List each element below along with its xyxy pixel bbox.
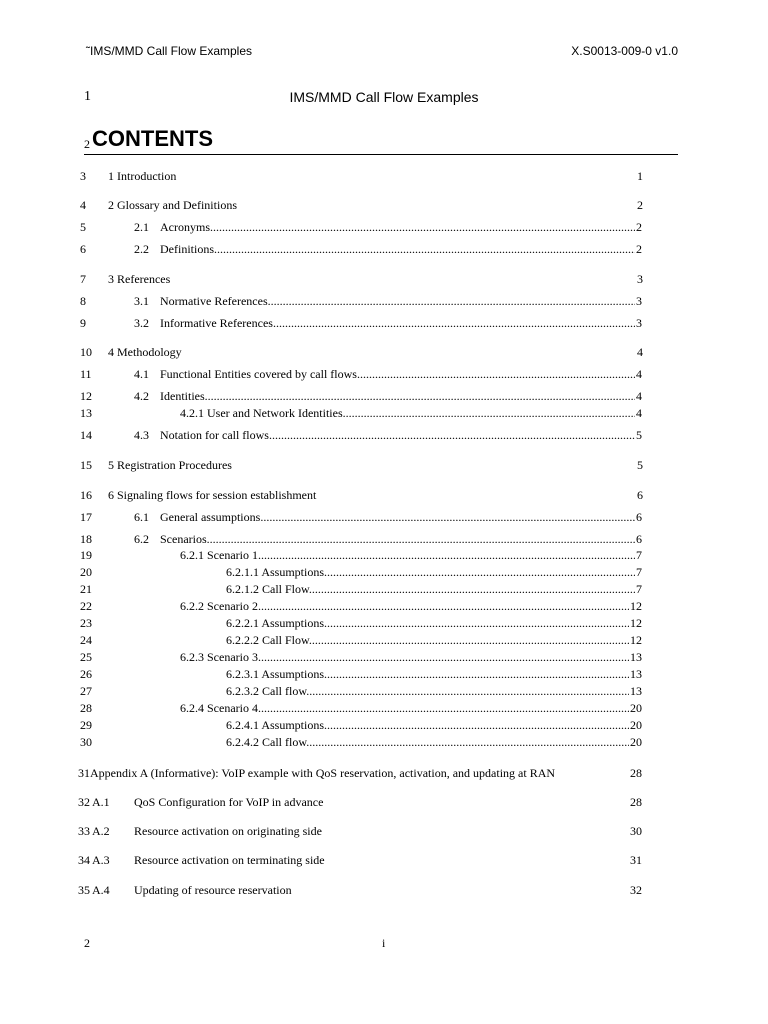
toc-entry[interactable] <box>0 794 768 810</box>
toc-entry[interactable] <box>0 823 768 839</box>
line-number: 35 <box>78 883 90 897</box>
line-number: 7 <box>80 272 86 286</box>
toc-section-number: A.3 <box>92 853 110 867</box>
line-number: 9 <box>80 316 86 330</box>
toc-entry[interactable] <box>0 241 768 257</box>
toc-entry[interactable] <box>0 531 768 547</box>
toc-page-number: 7 <box>636 582 642 596</box>
line-number: 26 <box>80 667 92 681</box>
toc-page-number: 32 <box>630 883 642 897</box>
toc-section-number: 4.3 <box>134 428 149 442</box>
toc-entry-title: 6.2.4.1 Assumptions <box>226 718 325 732</box>
toc-entry[interactable] <box>0 734 768 750</box>
line-number: 29 <box>80 718 92 732</box>
toc-section-number: A.1 <box>92 795 110 809</box>
toc-entry-title: Functional Entities covered by call flows <box>160 367 357 381</box>
line-number: 4 <box>80 198 86 212</box>
line-number: 28 <box>80 701 92 715</box>
toc-entry-title: 6.2.4.2 Call flow <box>226 735 307 749</box>
toc-page-number: 28 <box>630 795 642 809</box>
toc-entry-title: 6.2.2 Scenario 2 <box>180 599 258 613</box>
toc-page-number: 20 <box>630 718 642 732</box>
toc-entry-title: Resource activation on terminating side <box>134 853 325 867</box>
toc-section-number: 3.2 <box>134 316 149 330</box>
toc-section-number: 2.1 <box>134 220 149 234</box>
toc-entry[interactable] <box>0 487 768 503</box>
line-number: 14 <box>80 428 92 442</box>
line-number: 27 <box>80 684 92 698</box>
line-number: 8 <box>80 294 86 308</box>
toc-section-number: 4.2 <box>134 389 149 403</box>
line-number: 6 <box>80 242 86 256</box>
toc-entry-title: Notation for call flows <box>160 428 269 442</box>
toc-entry-title: 1 Introduction <box>108 169 177 183</box>
toc-page-number: 31 <box>630 853 642 867</box>
line-number: 2 <box>84 137 90 151</box>
toc-entry-title: 6.2.2.2 Call Flow <box>226 633 309 647</box>
toc-entry-title: Normative References <box>160 294 268 308</box>
toc-section-number: 4.1 <box>134 367 149 381</box>
line-number: 15 <box>80 458 92 472</box>
toc-page-number: 2 <box>637 198 643 212</box>
line-number: 23 <box>80 616 92 630</box>
toc-entry-title: Definitions <box>160 242 214 256</box>
toc-entry-title: 6.2.1 Scenario 1 <box>180 548 258 562</box>
toc-entry[interactable] <box>0 315 768 331</box>
line-number: 10 <box>80 345 92 359</box>
footer-line-number: 2 <box>84 936 90 950</box>
toc-section-number: 3.1 <box>134 294 149 308</box>
line-number: 34 <box>78 853 90 867</box>
toc-entry[interactable] <box>0 717 768 733</box>
toc-page-number: 12 <box>630 633 642 647</box>
toc-page-number: 12 <box>630 616 642 630</box>
toc-page-number: 6 <box>636 532 642 546</box>
toc-section-number: A.2 <box>92 824 110 838</box>
line-number: 13 <box>80 406 92 420</box>
toc-entry[interactable] <box>0 197 768 213</box>
toc-entry-title: Resource activation on originating side <box>134 824 322 838</box>
toc-page-number: 13 <box>630 684 642 698</box>
toc-entry[interactable] <box>0 765 768 781</box>
toc-entry-title: QoS Configuration for VoIP in advance <box>134 795 324 809</box>
toc-page-number: 6 <box>636 510 642 524</box>
toc-entry[interactable] <box>0 293 768 309</box>
toc-entry-title: 4.2.1 User and Network Identities <box>180 406 343 420</box>
line-number: 24 <box>80 633 92 647</box>
toc-page-number: 13 <box>630 667 642 681</box>
toc-page-number: 2 <box>636 242 642 256</box>
toc-section-number: 2.2 <box>134 242 149 256</box>
line-number: 22 <box>80 599 92 613</box>
toc-entry[interactable] <box>0 509 768 525</box>
toc-page-number: 4 <box>636 367 642 381</box>
toc-page-number: 3 <box>636 294 642 308</box>
toc-entry[interactable] <box>0 271 768 287</box>
toc-page-number: 20 <box>630 701 642 715</box>
toc-section-number: 6.2 <box>134 532 149 546</box>
line-number: 25 <box>80 650 92 664</box>
toc-entry[interactable] <box>0 427 768 443</box>
toc-section-number: 6.1 <box>134 510 149 524</box>
toc-entry[interactable] <box>0 882 768 898</box>
toc-entry-title: 2 Glossary and Definitions <box>108 198 237 212</box>
toc-page-number: 28 <box>630 766 642 780</box>
line-number: 18 <box>80 532 92 546</box>
line-number: 3 <box>80 169 86 183</box>
toc-entry-title: Scenarios <box>160 532 207 546</box>
toc-entry[interactable] <box>0 683 768 699</box>
toc-entry-title: General assumptions <box>160 510 261 524</box>
toc-entry-title: 5 Registration Procedures <box>108 458 232 472</box>
document-title: IMS/MMD Call Flow Examples <box>289 89 479 105</box>
toc-page-number: 13 <box>630 650 642 664</box>
toc-page-number: 4 <box>637 345 643 359</box>
toc-entry[interactable] <box>0 344 768 360</box>
line-number: 30 <box>80 735 92 749</box>
toc-entry[interactable] <box>0 219 768 235</box>
toc-section-number: A.4 <box>92 883 110 897</box>
toc-entry-title: Updating of resource reservation <box>134 883 292 897</box>
toc-entry-title: 6.2.3 Scenario 3 <box>180 650 258 664</box>
toc-entry[interactable] <box>0 564 768 580</box>
toc-entry[interactable] <box>0 598 768 614</box>
toc-entry-title: 6.2.1.2 Call Flow <box>226 582 309 596</box>
toc-page-number: 1 <box>637 169 643 183</box>
line-number: 32 <box>78 795 90 809</box>
contents-title: CONTENTS <box>92 126 213 151</box>
toc-entry[interactable] <box>0 366 768 382</box>
toc-entry[interactable] <box>0 852 768 868</box>
toc-page-number: 7 <box>636 548 642 562</box>
toc-entry-title: Appendix A (Informative): VoIP example with QoS reservation, activation, and updating at RAN <box>90 766 556 780</box>
line-number: 1 <box>84 89 91 104</box>
toc-page-number: 12 <box>630 599 642 613</box>
line-number: 33 <box>78 824 90 838</box>
toc-page-number: 20 <box>630 735 642 749</box>
line-number: 20 <box>80 565 92 579</box>
line-number: 19 <box>80 548 92 562</box>
toc-entry-title: 6.2.2.1 Assumptions <box>226 616 325 630</box>
running-header-doc-id: X.S0013-009-0 v1.0 <box>571 44 678 58</box>
line-number: 12 <box>80 389 92 403</box>
toc-entry[interactable] <box>0 581 768 597</box>
toc-entry-title: Identities <box>160 389 205 403</box>
toc-entry-title: 6.2.3.1 Assumptions <box>226 667 325 681</box>
line-number: 17 <box>80 510 92 524</box>
toc-entry[interactable] <box>0 649 768 665</box>
line-number: 11 <box>80 367 92 381</box>
toc-page-number: 5 <box>637 458 643 472</box>
toc-entry[interactable] <box>0 388 768 404</box>
toc-entry-title: 6.2.1.1 Assumptions <box>226 565 325 579</box>
toc-page-number: 5 <box>636 428 642 442</box>
toc-page-number: 6 <box>637 488 643 502</box>
toc-page-number: 3 <box>637 272 643 286</box>
toc-entry-title: Acronyms <box>160 220 210 234</box>
toc-page-number: 4 <box>636 406 642 420</box>
toc-entry[interactable] <box>0 615 768 631</box>
toc-entry-title: 3 References <box>108 272 171 286</box>
toc-entry[interactable] <box>0 632 768 648</box>
line-number: 16 <box>80 488 92 502</box>
toc-entry[interactable] <box>0 405 768 421</box>
line-number: 31 <box>78 766 90 780</box>
toc-entry[interactable] <box>0 700 768 716</box>
running-header-title: ˜IMS/MMD Call Flow Examples <box>86 44 253 58</box>
toc-page-number: 30 <box>630 824 642 838</box>
toc-page-number: 7 <box>636 565 642 579</box>
toc-entry[interactable] <box>0 547 768 563</box>
toc-page-number: 2 <box>636 220 642 234</box>
toc-entry[interactable] <box>0 457 768 473</box>
toc-entry-title: 6.2.4 Scenario 4 <box>180 701 258 715</box>
line-number: 21 <box>80 582 92 596</box>
toc-page-number: 3 <box>636 316 642 330</box>
toc-entry-title: Informative References <box>160 316 273 330</box>
toc-entry[interactable] <box>0 168 768 184</box>
line-number: 5 <box>80 220 86 234</box>
footer-page-number: i <box>382 936 386 950</box>
toc-entry-title: 6 Signaling flows for session establishment <box>108 488 317 502</box>
toc-entry-title: 6.2.3.2 Call flow <box>226 684 307 698</box>
toc-entry[interactable] <box>0 666 768 682</box>
toc-entry-title: 4 Methodology <box>108 345 182 359</box>
toc-page-number: 4 <box>636 389 642 403</box>
